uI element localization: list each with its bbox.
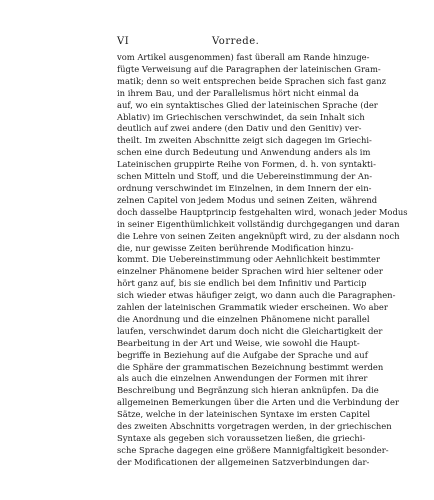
text-line: kommt. Die Uebereinstimmung oder Aehnlichkeit bestimmter (117, 254, 380, 265)
text-line: Bearbeitung in der Art und Weise, wie sowohl die Haupt- (117, 337, 360, 348)
text-line: Sätze, welche in der lateinischen Syntaxe im ersten Capitel (117, 409, 371, 420)
text-line: hört ganz auf, bis sie endlich bei dem Infinitiv und Particip (117, 278, 367, 289)
text-line: die Anordnung und die einzelnen Phänomene nicht parallel (117, 313, 370, 324)
text-line: auf, wo ein syntaktisches Glied der lateinischen Sprache (der (117, 99, 378, 110)
text-line: zahlen der lateinischen Grammatik wieder erscheinen. Wo aber (117, 302, 388, 313)
text-line: theilt. Im zweiten Abschnitte zeigt sich dagegen im Griechi- (117, 135, 372, 146)
text-line: sich wieder etwas häufiger zeigt, wo dann auch die Paragraphen- (117, 290, 396, 301)
text-line: vom Artikel ausgenommen) fast überall am Rande hinzuge- (117, 52, 370, 62)
body-text (117, 52, 408, 469)
text-line: in ihrem Bau, und der Parallelismus hört nicht einmal da (117, 87, 359, 98)
text-line: sche Sprache dagegen eine größere Mannigfaltigkeit besonder- (117, 444, 389, 455)
text-line: der Modificationen der allgemeinen Satzverbindungen dar- (117, 456, 370, 467)
text-line: zelnen Capitel von jedem Modus und seinen Zeiten, während (117, 194, 378, 205)
text-line: matik; denn so weit entsprechen beide Sprachen sich fast ganz (117, 75, 387, 86)
text-line: die, nur gewisse Zeiten berührende Modification hinzu- (117, 242, 354, 253)
page-header (117, 36, 333, 50)
text-line: Beschreibung und Begränzung sich hieran anknüpfen. Da die (117, 385, 379, 396)
text-line: schen Mitteln und Stoff, und die Uebereinstimmung der An- (117, 171, 373, 182)
text-line: schen eine durch Bedeutung und Anwendung anders als im (117, 147, 371, 158)
text-line: Ablativ) im Griechischen verschwindet, da sein Inhalt sich (117, 111, 365, 122)
text-line: des zweiten Abschnitts vorgetragen werden, in der griechischen (117, 421, 392, 432)
text-line: doch dasselbe Hauptprincip festgehalten wird, wonach jeder Modus (117, 206, 408, 217)
text-line: die Lehre von seinen Zeiten angeknüpft wird, zu der alsdann noch (117, 230, 400, 241)
text-line: allgemeinen Bemerkungen über die Arten und die Verbindung der (117, 397, 399, 408)
text-line: Lateinischen gruppirte Reihe von Formen, d. h. von syntakti- (117, 159, 376, 170)
text-line: die Sphäre der grammatischen Bezeichnung bestimmt werden (117, 361, 384, 372)
text-line: ordnung verschwindet im Einzelnen, in dem Innern der ein- (117, 182, 372, 193)
text-line: als auch die einzelnen Anwendungen der Formen mit ihrer (117, 373, 368, 384)
text-line: laufen, verschwindet darum doch nicht die Gleichartigkeit der (117, 325, 383, 336)
text-line: einzelner Phänomene beider Sprachen wird hier seltener oder (117, 266, 383, 277)
text-line: fügte Verweisung auf die Paragraphen der lateinischen Gram- (117, 63, 381, 74)
text-line: in seiner Eigenthümlichkeit vollständig durchgegangen und daran (117, 218, 400, 229)
text-line: deutlich auf zwei andere (den Dativ und den Genitiv) ver- (117, 123, 362, 134)
text-line: begriffe in Beziehung auf die Aufgabe der Sprache und auf (117, 349, 368, 360)
text-line: Syntaxe als gegeben sich voraussetzen ließen, die griechi- (117, 433, 366, 443)
running-head: Vorrede. (212, 36, 260, 47)
page-number: VI (117, 36, 130, 47)
